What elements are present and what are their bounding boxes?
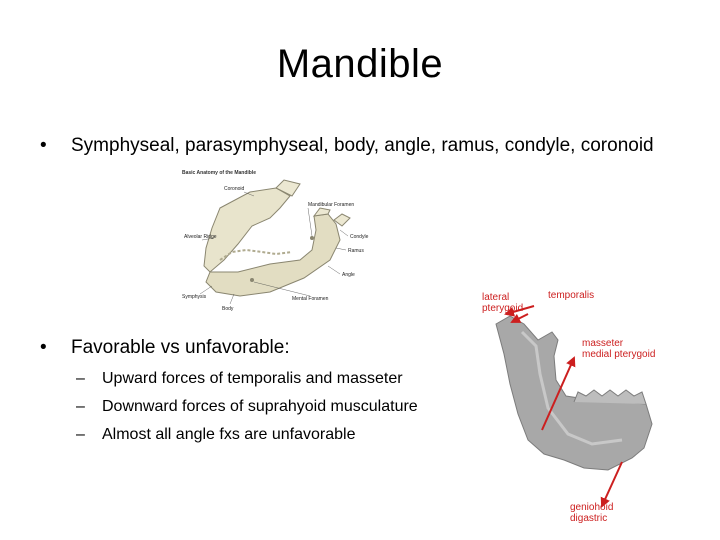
bullet-text: Symphyseal, parasymphyseal, body, angle, ramus, condyle, coronoid <box>71 135 654 156</box>
sub-bullet-text: Upward forces of temporalis and masseter <box>102 370 403 387</box>
label-alveolar-ridge: Alveolar Ridge <box>184 234 217 240</box>
sub-bullet-marker: – <box>76 426 85 443</box>
label-angle: Angle <box>342 272 355 278</box>
label-symphysis: Symphysis <box>182 294 207 300</box>
mandible-bone-drawing <box>496 316 652 470</box>
bullet-marker: • <box>40 337 47 358</box>
sub-bullet-marker: – <box>76 398 85 415</box>
label-masseter-medial-pterygoid: masseter medial pterygoid <box>582 338 656 360</box>
label-geniohyoid-digastric: geniohoid digastric <box>570 502 614 524</box>
label-body: Body <box>222 306 234 312</box>
label-mandibular-foramen: Mandibular Foramen <box>308 202 355 208</box>
sub-bullet-marker: – <box>76 370 85 387</box>
sub-bullet-text: Almost all angle fxs are unfavorable <box>102 426 356 443</box>
figure-heading: Basic Anatomy of the Mandible <box>182 170 256 176</box>
label-lateral-pterygoid: lateral pterygoid <box>482 292 524 314</box>
bullet-marker: • <box>40 135 47 156</box>
label-coronoid: Coronoid <box>224 186 245 192</box>
bullet-text: Favorable vs unfavorable: <box>71 337 290 358</box>
bullet-favorable <box>40 335 480 365</box>
sub-bullet-text: Downward forces of suprahyoid musculature <box>102 398 418 415</box>
mandible-bone-drawing <box>204 180 350 296</box>
slide-title: Mandible <box>276 42 444 86</box>
label-temporalis: temporalis <box>548 290 595 301</box>
label-condyle: Condyle <box>350 234 369 240</box>
label-mental-foramen: Mental Foramen <box>292 296 329 302</box>
label-ramus: Ramus <box>348 248 364 254</box>
mandible-anatomy-figure <box>180 168 390 328</box>
muscle-forces-figure <box>482 284 662 530</box>
